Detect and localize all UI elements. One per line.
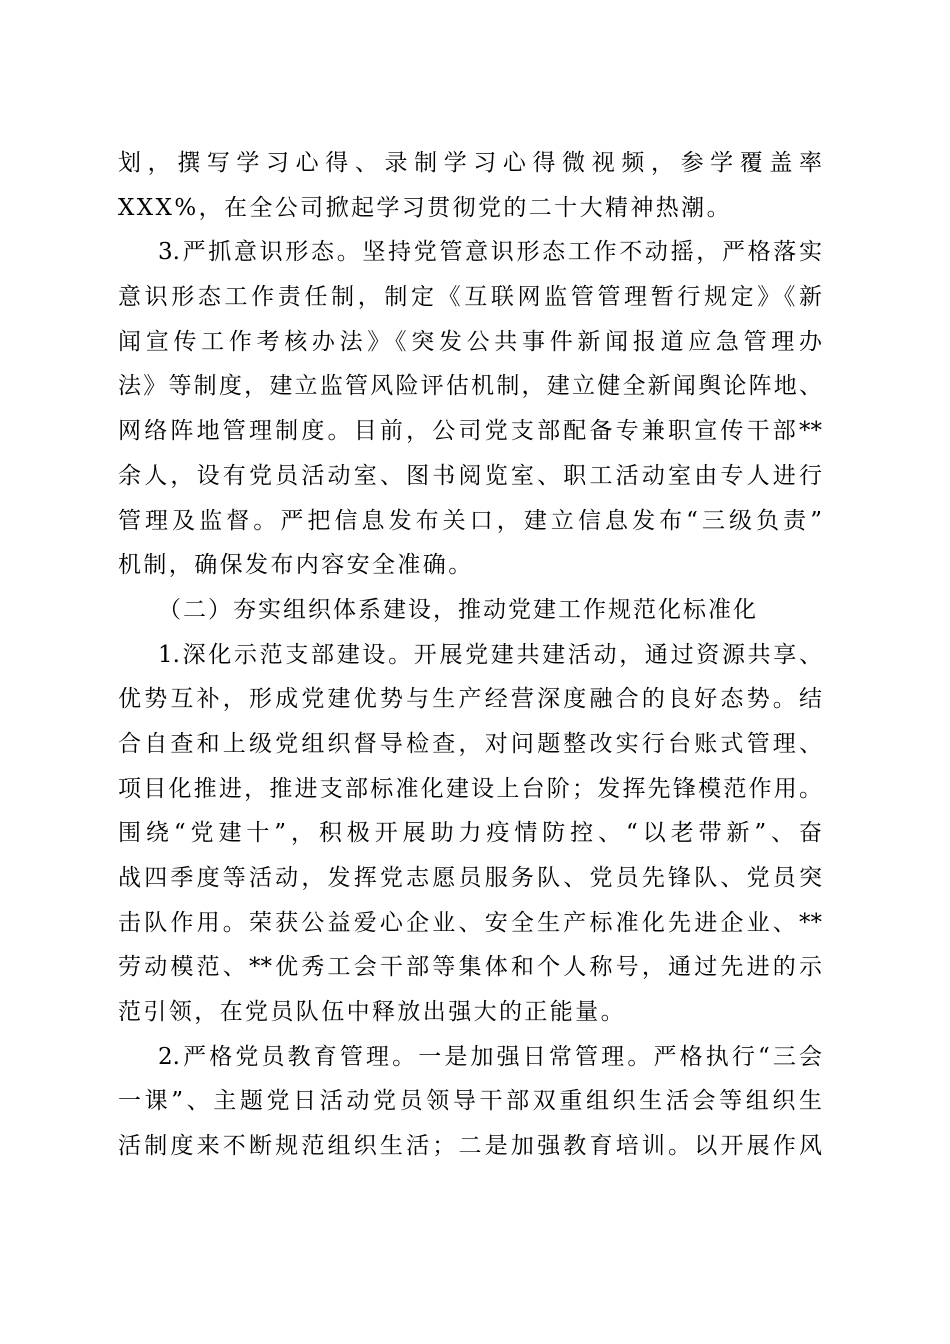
heading-line: （二）夯实组织体系建设，推动党建工作规范化标准化 (158, 596, 758, 623)
text-line: 范引领，在党员队伍中释放出强大的正能量。 (118, 999, 626, 1026)
text-line: 意识形态工作责任制，制定《互联网监管管理暂行规定》《新 (118, 284, 822, 311)
text-line: 机制，确保发布内容安全准确。 (118, 552, 474, 579)
section-heading (118, 588, 822, 633)
text-line: 闻宣传工作考核办法》《突发公共事件新闻报道应急管理办 (118, 328, 822, 355)
text-line: 3.严抓意识形态。坚持党管意识形态工作不动摇，严格落实 (158, 239, 822, 266)
text-line: 围绕“党建十”，积极开展助力疫情防控、“以老带新”、奋 (118, 820, 822, 847)
text-line: 余人，设有党员活动室、图书阅览室、职工活动室由专人进行 (118, 462, 822, 489)
text-line: 合自查和上级党组织督导检查，对问题整改实行台账式管理、 (118, 730, 822, 757)
text-line: 一课”、主题党日活动党员领导干部双重组织生活会等组织生 (118, 1088, 822, 1115)
text-line: 网络阵地管理制度。目前，公司党支部配备专兼职宣传干部** (118, 418, 822, 445)
text-line: 1.深化示范支部建设。开展党建共建活动，通过资源共享、 (158, 641, 822, 668)
text-line: 2.严格党员教育管理。一是加强日常管理。严格执行“三会 (158, 1043, 822, 1070)
paragraph-continuation (118, 141, 822, 230)
text-line: 划，撰写学习心得、录制学习心得微视频，参学覆盖率 (118, 150, 822, 176)
text-line: XXX%，在全公司掀起学习贯彻党的二十大精神热潮。 (118, 194, 732, 221)
text-line: 法》等制度，建立监管风险评估机制，建立健全新闻舆论阵地、 (118, 373, 822, 400)
text-line: 管理及监督。严把信息发布关口，建立信息发布“三级负责” (118, 507, 822, 534)
text-line: 活制度来不断规范组织生活；二是加强教育培训。以开展作风 (118, 1133, 822, 1160)
document-body (118, 141, 822, 1169)
paragraph-member-education (118, 1035, 822, 1169)
text-line: 项目化推进，推进支部标准化建设上台阶；发挥先锋模范作用。 (118, 775, 822, 802)
text-line: 击队作用。荣获公益爱心企业、安全生产标准化先进企业、** (118, 909, 822, 936)
paragraph-ideology (118, 230, 822, 588)
paragraph-branch-building (118, 633, 822, 1035)
text-line: 优势互补，形成党建优势与生产经营深度融合的良好态势。结 (118, 686, 822, 713)
text-line: 战四季度等活动，发挥党志愿员服务队、党员先锋队、党员突 (118, 865, 822, 891)
text-line: 劳动模范、**优秀工会干部等集体和个人称号，通过先进的示 (118, 954, 822, 981)
